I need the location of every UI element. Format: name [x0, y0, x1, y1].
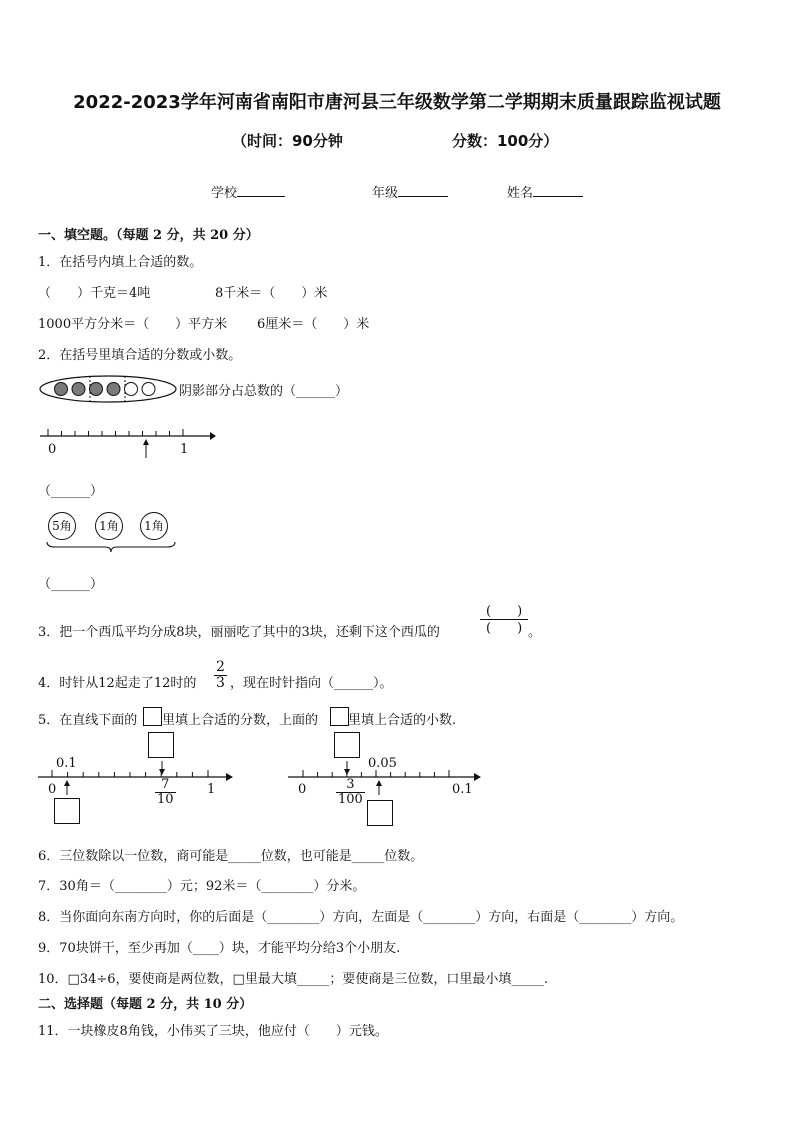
- empty-circle: [142, 383, 155, 396]
- grade-field: [372, 182, 448, 201]
- section2-heading: 二、选择题（每题 2 分，共 10 分）: [38, 997, 253, 1012]
- answer-box-top-left[interactable]: [148, 732, 174, 758]
- q1-prompt: 1．在括号内填上合适的数。: [38, 255, 203, 270]
- section1-heading: 一、填空题。（每题 2 分，共 20 分）: [38, 228, 259, 243]
- arrow-head-icon: [210, 432, 216, 440]
- q9-text: 9．70块饼干，至少再加（____）块，才能平均分给3个小朋友.: [38, 941, 401, 956]
- pointer-arrow-head-icon: [143, 439, 149, 445]
- coin-icon: 5角: [48, 512, 76, 540]
- coin-icon: 1角: [95, 512, 123, 540]
- shaded-circle: [107, 383, 120, 396]
- grade-label: 年级: [372, 186, 399, 201]
- q7-text: 7．30角＝（________）元；92米＝（________）分米。: [38, 879, 366, 894]
- q5-inline-box: [330, 707, 349, 726]
- pointer-arrow-head-icon: [344, 769, 350, 775]
- pointer-arrow-head-icon: [159, 769, 165, 775]
- page-title: 2022-2023学年河南省南阳市唐河县三年级数学第二学期期末质量跟踪监视试题: [73, 92, 721, 113]
- grade-blank[interactable]: [398, 184, 448, 197]
- q1-item-d: 6厘米＝（ ）米: [257, 317, 370, 332]
- number-line-end-label: 1: [180, 442, 189, 457]
- exam-score: 分数：100分）: [452, 132, 559, 150]
- left-frac-num: 7: [155, 778, 176, 793]
- name-label: 姓名: [507, 186, 534, 201]
- right-line-fraction: [336, 778, 365, 806]
- q5-post: 里填上合适的小数.: [348, 713, 457, 728]
- pointer-arrow-head-icon: [376, 780, 382, 786]
- q3-text: 3．把一个西瓜平均分成8块，丽丽吃了其中的3块，还剩下这个西瓜的: [38, 625, 440, 640]
- q3-numerator: ( ): [480, 605, 528, 620]
- q8-text: 8．当你面向东南方向时，你的后面是（________）方向，左面是（________）方向，右面是（________）方向。: [38, 910, 684, 925]
- q4-fraction: [214, 660, 227, 690]
- q3-denominator: ( ): [486, 620, 523, 636]
- left-frac-den: 10: [157, 791, 174, 807]
- q4-pre: 4．时针从12起走了12时的: [38, 676, 197, 691]
- q2-prompt: 2．在括号里填合适的分数或小数。: [38, 348, 242, 363]
- school-label: 学校: [211, 186, 238, 201]
- arrow-head-icon: [474, 773, 481, 781]
- school-field: [211, 182, 285, 201]
- q5-pre: 5．在直线下面的: [38, 713, 138, 728]
- q3-fraction[interactable]: [480, 605, 528, 635]
- school-blank[interactable]: [237, 184, 285, 197]
- name-field: [507, 182, 583, 201]
- name-blank[interactable]: [533, 184, 583, 197]
- q3-end: 。: [528, 625, 542, 640]
- q1-item-a: （ ）千克＝4吨: [38, 286, 151, 301]
- number-line-start-label: 0: [48, 442, 57, 457]
- number-line-0-1: [38, 424, 218, 464]
- shaded-circles-figure: [38, 373, 178, 405]
- empty-circle: [125, 383, 138, 396]
- right-line-top-label: 0.05: [368, 756, 397, 771]
- pointer-arrow-head-icon: [64, 780, 70, 786]
- shaded-circle: [90, 383, 103, 396]
- q4-numerator: 2: [216, 659, 225, 675]
- q11-text: 11．一块橡皮8角钱，小伟买了三块，他应付（ ）元钱。: [38, 1024, 388, 1039]
- q5-inline-box: [143, 707, 162, 726]
- q1-item-c: 1000平方分米＝（ ）平方米: [38, 317, 228, 332]
- q4-post: ，现在时针指向（______）。: [230, 676, 393, 691]
- arrow-head-icon: [226, 773, 233, 781]
- left-line-top-label: 0.1: [56, 756, 77, 771]
- left-line-start: 0: [48, 782, 57, 797]
- exam-time: （时间：90分钟: [232, 132, 343, 150]
- left-line-end: 1: [207, 782, 216, 797]
- answer-box-bottom-right[interactable]: [367, 800, 393, 826]
- coin-icon: 1角: [140, 512, 168, 540]
- right-frac-num: 3: [336, 778, 365, 793]
- brace-icon: [45, 540, 177, 554]
- q6-text: 6．三位数除以一位数，商可能是_____位数，也可能是_____位数。: [38, 849, 424, 864]
- q2-shaded-text: 阴影部分占总数的（______）: [179, 384, 349, 399]
- q4-denominator: 3: [216, 674, 225, 691]
- shaded-circle: [55, 383, 68, 396]
- left-line-fraction: [155, 778, 176, 806]
- shaded-circle: [72, 383, 85, 396]
- right-frac-den: 100: [338, 791, 363, 807]
- q5-mid: 里填上合适的分数，上面的: [162, 713, 319, 728]
- number-line-left: [36, 757, 236, 801]
- q2-answer2[interactable]: （______）: [38, 577, 104, 592]
- answer-box-bottom-left[interactable]: [54, 798, 80, 824]
- right-line-end: 0.1: [452, 782, 473, 797]
- right-line-start: 0: [298, 782, 307, 797]
- q10-text: 10．□34÷6，要使商是两位数，□里最大填_____；要使商是三位数，口里最小填_____.: [38, 972, 548, 987]
- q1-item-b: 8千米＝（ ）米: [215, 286, 328, 301]
- q2-answer1[interactable]: （______）: [38, 484, 104, 499]
- answer-box-top-right[interactable]: [334, 732, 360, 758]
